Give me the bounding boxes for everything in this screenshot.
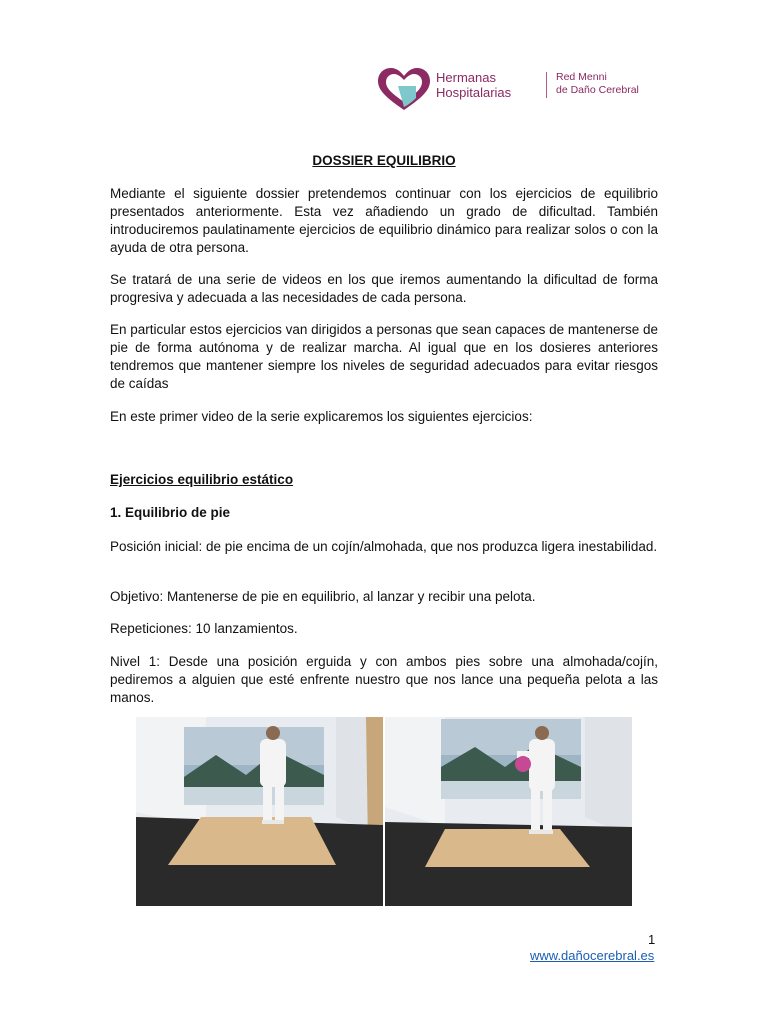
- header-logo: [374, 66, 654, 118]
- exercise-photo-ball: [385, 717, 632, 906]
- video-intro-paragraph: En este primer video de la serie explicaremos los siguientes ejercicios:: [110, 409, 533, 424]
- repetitions-text: Repeticiones: 10 lanzamientos.: [110, 621, 298, 636]
- objective-text: Objetivo: Mantenerse de pie en equilibrio, al lanzar y recibir una pelota.: [110, 589, 536, 604]
- series-paragraph: Se tratará de una serie de videos en los que iremos aumentando la dificultad de forma progresiva y adecuada a las necesidades de cada persona.: [110, 272, 658, 305]
- brand-name: [436, 70, 511, 100]
- page-number: 1: [648, 932, 656, 947]
- exercise-heading: 1. Equilibrio de pie: [110, 505, 231, 520]
- brand-line-1: Hermanas: [436, 70, 496, 85]
- initial-position-text: Posición inicial: de pie encima de un cojín/almohada, que nos produzca ligera inestabilidad.: [110, 539, 658, 554]
- brand-line-2: Hospitalarias: [436, 85, 512, 100]
- target-paragraph: En particular estos ejercicios van dirigidos a personas que sean capaces de mantenerse de pie de forma autónoma y de realizar marcha. Al igual que en los dosieres anteriores tendremos que mantener siempre los niveles de seguridad adecuados para evitar riesgos de caídas: [110, 322, 658, 391]
- section-heading: Ejercicios equilibrio estático: [110, 472, 294, 487]
- level-1-text: Nivel 1: Desde una posición erguida y con ambos pies sobre una almohada/cojín, pediremos a alguien que esté enfrente nuestro que nos lance una pequeña pelota a las manos.: [110, 654, 658, 705]
- document-title: DOSSIER EQUILIBRIO: [312, 153, 456, 168]
- exercise-photo-standing: [136, 717, 383, 906]
- logo-divider: [546, 72, 547, 98]
- heart-logo-icon: [374, 66, 434, 116]
- website-link[interactable]: www.dañocerebral.es: [530, 948, 655, 963]
- network-line-2: de Daño Cerebral: [556, 83, 639, 96]
- exercise-photos: [136, 717, 632, 906]
- network-name: [556, 71, 639, 96]
- intro-paragraph: Mediante el siguiente dossier pretendemos continuar con los ejercicios de equilibrio presentados anteriormente. Esta vez añadiendo un grado de dificultad. También introduciremos paulatinamente ejercicios de equilibrio dinámico para realizar solos o con la ayuda de otra persona.: [110, 186, 658, 255]
- network-line-1: Red Menni: [556, 71, 607, 83]
